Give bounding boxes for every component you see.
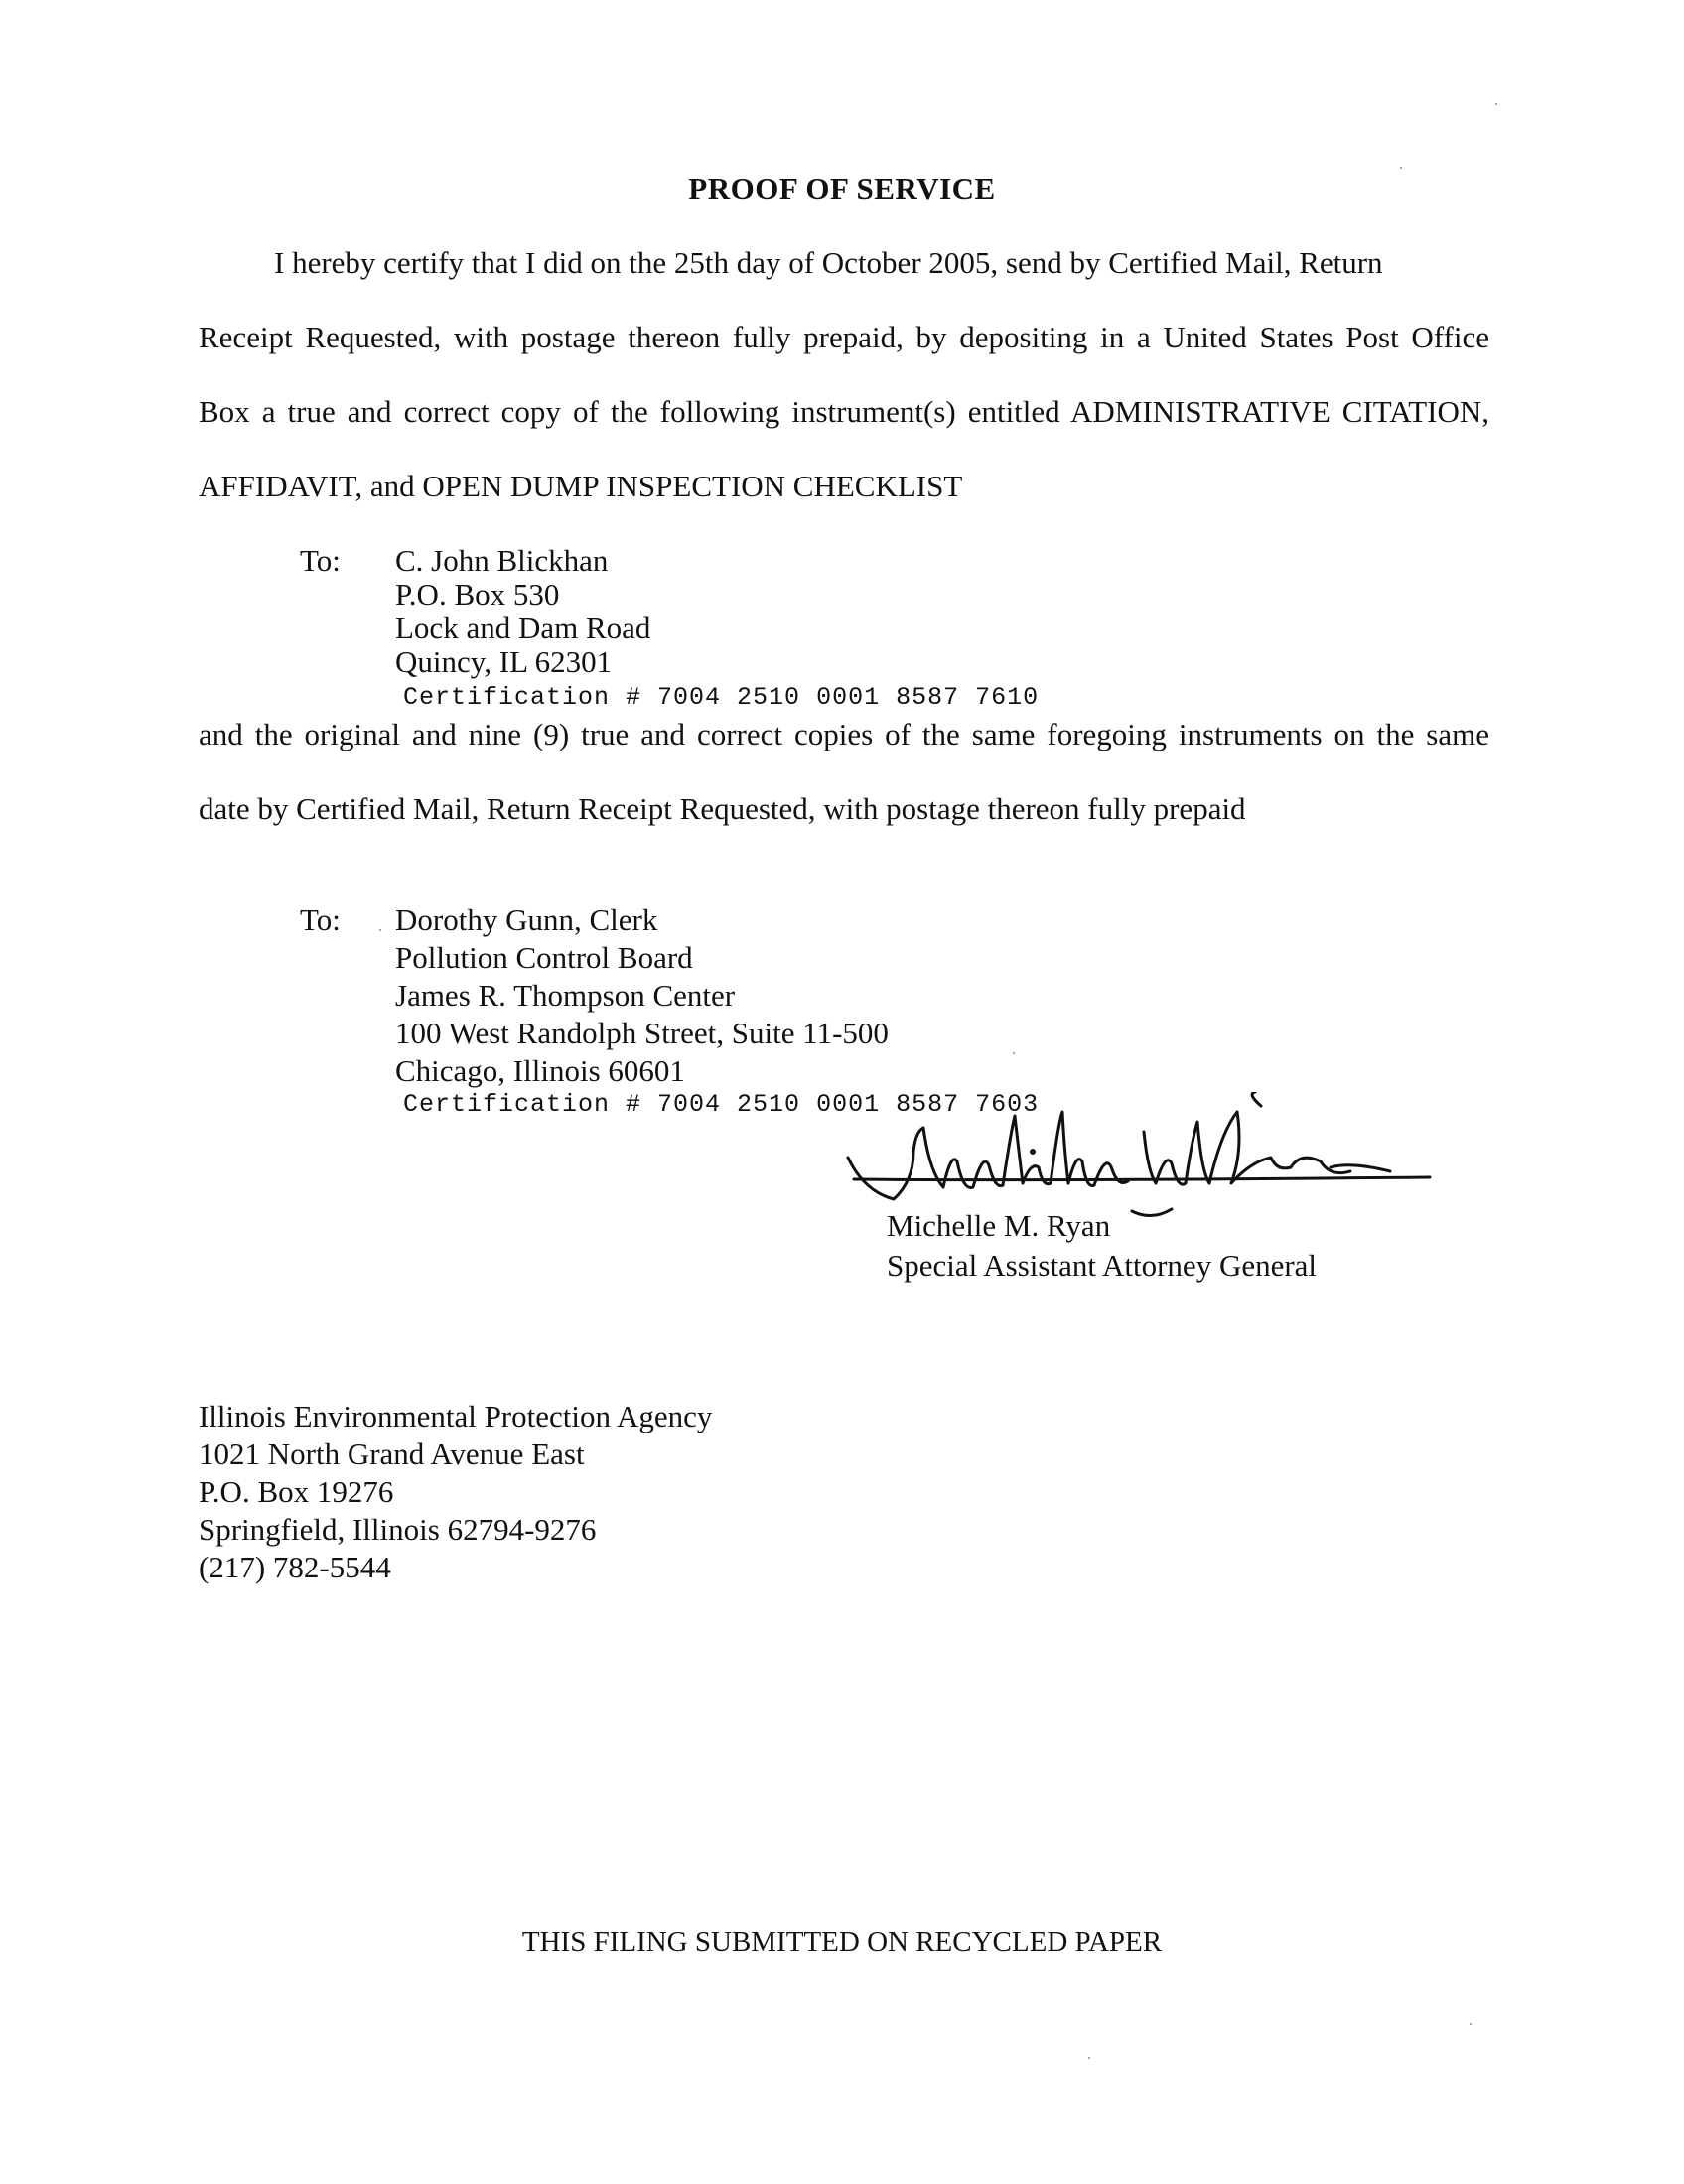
scan-speck (1470, 2023, 1472, 2025)
agency-street: 1021 North Grand Avenue East (199, 1436, 585, 1471)
scan-speck (379, 929, 381, 931)
recipient1-pobox: P.O. Box 530 (395, 577, 560, 612)
recipient2-street: 100 West Randolph Street, Suite 11-500 (395, 1016, 889, 1050)
certify-line-4: AFFIDAVIT, and OPEN DUMP INSPECTION CHECKLIST (199, 469, 963, 503)
scan-speck (1088, 2057, 1090, 2059)
original-line-2: date by Certified Mail, Return Receipt Requested, with postage thereon fully prepaid (199, 791, 1246, 826)
recipient1-name: C. John Blickhan (395, 543, 609, 578)
recipient1-street: Lock and Dam Road (395, 611, 651, 645)
original-line-1: and the original and nine (9) true and correct copies of the same foregoing instruments on the same (199, 717, 1489, 751)
recipient2-city: Chicago, Illinois 60601 (395, 1053, 685, 1088)
certify-line-2: Receipt Requested, with postage thereon fully prepaid, by depositing in a United States Post Office (199, 320, 1489, 354)
document-title: PROOF OF SERVICE (688, 171, 996, 205)
recipient2-certification: Certification # 7004 2510 0001 8587 7603 (403, 1090, 1040, 1119)
scan-speck (1400, 167, 1402, 169)
signer-name: Michelle M. Ryan (887, 1208, 1111, 1243)
agency-name: Illinois Environmental Protection Agency (199, 1399, 713, 1433)
recipient2-board: Pollution Control Board (395, 940, 693, 975)
certify-line-3: Box a true and correct copy of the following instrument(s) entitled ADMINISTRATIVE CITATION, (199, 394, 1489, 429)
agency-phone: (217) 782-5544 (199, 1550, 391, 1584)
scan-speck (1013, 1052, 1015, 1054)
agency-pobox: P.O. Box 19276 (199, 1474, 394, 1509)
signer-title: Special Assistant Attorney General (887, 1248, 1318, 1283)
recipient2-name: Dorothy Gunn, Clerk (395, 902, 658, 937)
recipient2-building: James R. Thompson Center (395, 978, 736, 1013)
recipient1-city: Quincy, IL 62301 (395, 644, 613, 679)
certify-line-1: I hereby certify that I did on the 25th day of October 2005, send by Certified Mail, Return (274, 245, 1383, 280)
scan-speck (1495, 103, 1497, 105)
recipient1-certification: Certification # 7004 2510 0001 8587 7610 (403, 683, 1040, 712)
recipient1-to-label: To: (300, 543, 341, 578)
recycled-paper-footer: THIS FILING SUBMITTED ON RECYCLED PAPER (521, 1926, 1163, 1958)
recipient2-to-label: To: (300, 902, 341, 937)
agency-city: Springfield, Illinois 62794-9276 (199, 1512, 597, 1547)
